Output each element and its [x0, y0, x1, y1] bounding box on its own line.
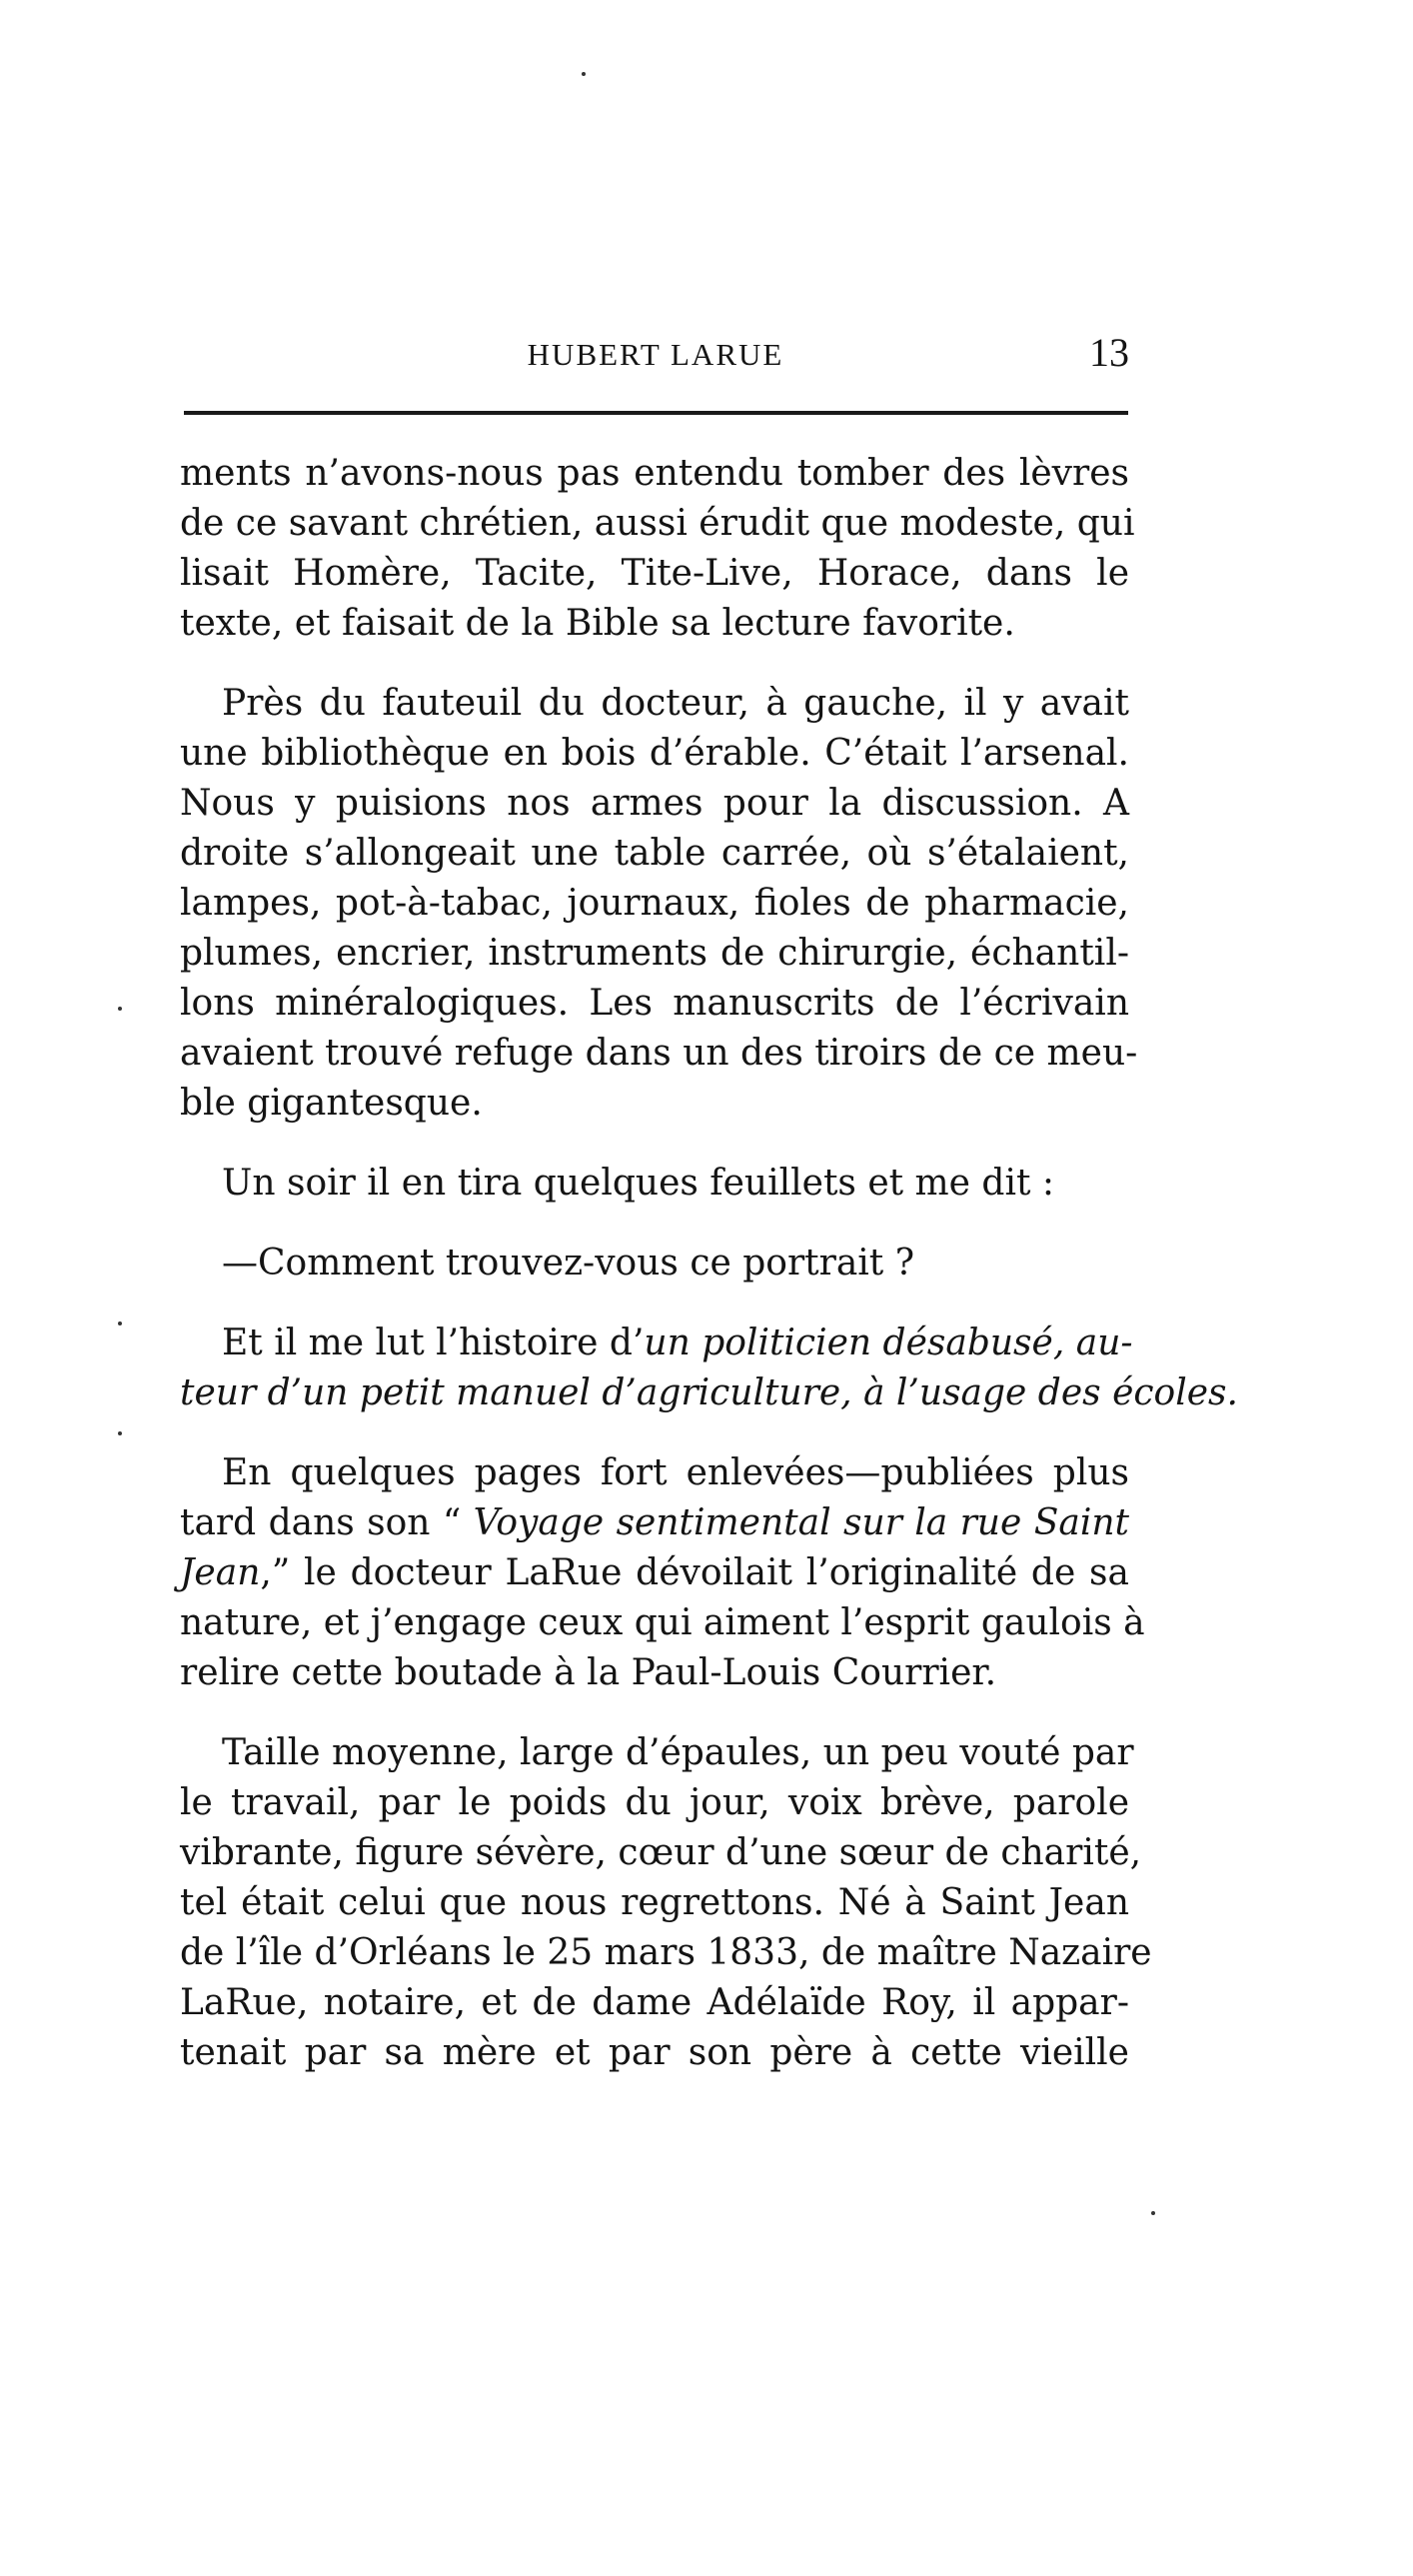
paragraph-gap — [180, 1698, 1129, 1728]
page-number: 13 — [1089, 330, 1129, 375]
print-speck — [118, 1431, 122, 1435]
roman-text: Et il me lut l’histoire d’ — [222, 1322, 645, 1363]
text-line: Un soir il en tira quelques feuillets et me dit : — [222, 1163, 1055, 1204]
text-line — [180, 1318, 1133, 1368]
text-line: vibrante, figure sévère, cœur d’une sœur de charité, — [180, 1832, 1142, 1873]
text-line: texte, et faisait de la Bible sa lecture favorite. — [180, 603, 1015, 644]
paragraph-gap — [180, 1418, 1129, 1448]
text-line: En quelques pages fort enlevées—publiées plus — [222, 1452, 1129, 1493]
running-title: HUBERT LARUE — [527, 337, 784, 372]
paragraph-gap — [180, 1129, 1129, 1159]
header-rule — [184, 411, 1128, 415]
roman-text: tard dans son “ — [180, 1502, 474, 1543]
text-line: lons minéralogiques. Les manuscrits de l’écrivain — [180, 983, 1129, 1024]
paragraph-gap — [180, 1209, 1129, 1239]
text-line: de ce savant chrétien, aussi érudit que modeste, qui — [180, 503, 1135, 544]
paragraph-3 — [180, 1159, 1129, 1209]
running-head — [182, 325, 1129, 385]
text-line: lampes, pot-à-tabac, journaux, fioles de pharmacie, — [180, 883, 1129, 924]
print-speck — [118, 1321, 122, 1325]
text-line: nature, et j’engage ceux qui aiment l’esprit gaulois à — [180, 1602, 1145, 1643]
print-speck — [118, 1007, 122, 1011]
paragraph-4 — [180, 1239, 1129, 1288]
text-line: plumes, encrier, instruments de chirurgie, échantil- — [180, 933, 1129, 974]
paragraph-2 — [180, 679, 1138, 1129]
italic-text: Voyage sentimental sur la rue Saint — [473, 1502, 1129, 1543]
text-line: relire cette boutade à la Paul-Louis Courrier. — [180, 1652, 997, 1693]
text-line: Près du fauteuil du docteur, à gauche, il y avait — [222, 683, 1129, 724]
text-line: Nous y puisions nos armes pour la discussion. A — [180, 783, 1129, 824]
text-line: ble gigantesque. — [180, 1083, 483, 1124]
paragraph-5 — [180, 1318, 1238, 1418]
paragraph-gap — [180, 1288, 1129, 1318]
text-line: droite s’allongeait une table carrée, où s’étalaient, — [180, 833, 1129, 874]
text-line: le travail, par le poids du jour, voix brève, parole — [180, 1782, 1129, 1823]
print-speck — [1151, 2211, 1155, 2215]
text-line: lisait Homère, Tacite, Tite-Live, Horace, dans le — [180, 553, 1129, 594]
paragraph-6 — [180, 1448, 1145, 1698]
text-line: LaRue, notaire, et de dame Adélaïde Roy, il appar- — [180, 1982, 1129, 2023]
text-line: tenait par sa mère et par son père à cette vieille — [180, 2032, 1129, 2073]
italic-text: Jean — [180, 1552, 261, 1593]
text-line — [180, 1498, 1129, 1548]
text-line: ments n’avons-nous pas entendu tomber des lèvres — [180, 453, 1129, 494]
text-line — [180, 1548, 1129, 1598]
text-line: Taille moyenne, large d’épaules, un peu vouté par — [222, 1732, 1134, 1773]
text-line: —Comment trouvez-vous ce portrait ? — [222, 1243, 915, 1284]
roman-text: ,” le docteur LaRue dévoilait l’originalité de sa — [260, 1552, 1129, 1593]
paragraph-1 — [180, 449, 1135, 649]
text-line: de l’île d’Orléans le 25 mars 1833, de maître Nazaire — [180, 1932, 1152, 1973]
italic-text: teur d’un petit manuel d’agriculture, à l’usage des écoles. — [180, 1372, 1238, 1413]
text-line: tel était celui que nous regrettons. Né à Saint Jean — [180, 1882, 1129, 1923]
italic-text: un politicien désabusé, au- — [644, 1322, 1133, 1363]
text-line — [180, 1368, 1238, 1418]
body-text — [180, 449, 1238, 2078]
paragraph-7 — [180, 1728, 1152, 2078]
paragraph-gap — [180, 649, 1129, 679]
print-speck — [582, 72, 586, 76]
text-line: avaient trouvé refuge dans un des tiroirs de ce meu- — [180, 1033, 1138, 1074]
text-line: une bibliothèque en bois d’érable. C’était l’arsenal. — [180, 733, 1129, 774]
